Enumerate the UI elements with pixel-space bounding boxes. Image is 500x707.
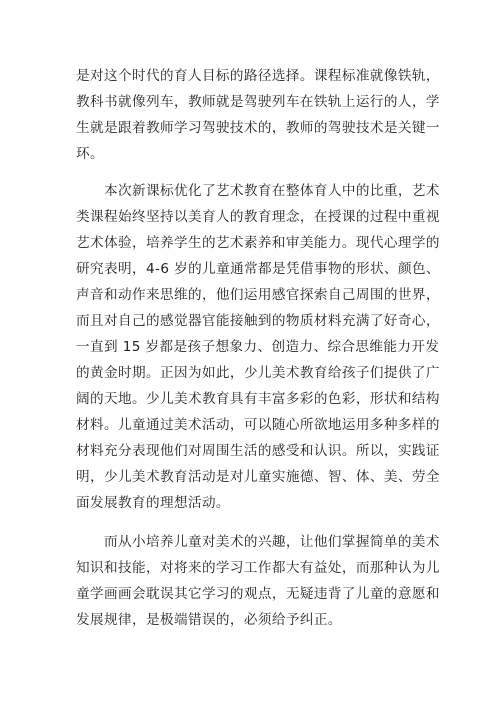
paragraph-1-line-2: 教科书就像列车，教师就是驾驶列车在铁轨上运行的人，学 [76,94,440,110]
paragraph-1-line-1: 是对这个时代的育人目标的路径选择。课程标准就像铁轨， [76,68,440,84]
paragraph-2-line-1: 本次新课标优化了艺术教育在整体育人中的比重，艺术 [76,183,440,199]
paragraph-2-line-4: 研究表明，4-6 岁的儿童通常都是凭借事物的形状、颜色、 [76,261,440,277]
paragraph-2-line-11: 材料充分表现他们对周围生活的感受和认识。所以，实践证 [76,443,440,459]
paragraph-2-line-9: 阔的天地。少儿美术教育具有丰富多彩的色彩，形状和结构 [76,391,440,407]
paragraph-3-line-3: 童学画画会耽误其它学习的观点，无疑违背了儿童的意愿和 [76,586,440,602]
paragraph-1-line-3: 生就是跟着教师学习驾驶技术的，教师的驾驶技术是关键一 [76,120,440,136]
paragraph-3-line-2: 知识和技能，对将来的学习工作都大有益处，而那种认为儿 [76,560,440,576]
paragraph-2-line-6: 而且对自己的感觉器官能接触到的物质材料充满了好奇心， [76,313,440,329]
paragraph-2-line-5: 声音和动作来思维的，他们运用感官探索自己周围的世界， [76,287,440,303]
paragraph-2-line-3: 艺术体验，培养学生的艺术素养和审美能力。现代心理学的 [76,235,440,251]
paragraph-2-line-7: 一直到 15 岁都是孩子想象力、创造力、综合思维能力开发 [76,339,440,355]
paragraph-2-line-2: 类课程始终坚持以美育人的教育理念，在授课的过程中重视 [76,209,440,225]
paragraph-3-line-4: 发展规律，是极端错误的，必须给予纠正。 [76,612,342,628]
paragraph-2-line-10: 材料。儿童通过美术活动，可以随心所欲地运用多种多样的 [76,417,440,433]
paragraph-2-line-8: 的黄金时期。正因为如此，少儿美术教育给孩子们提供了广 [76,365,440,381]
paragraph-2-line-12: 明，少儿美术教育活动是对儿童实施德、智、体、美、劳全 [76,469,440,485]
paragraph-3-line-1: 而从小培养儿童对美术的兴趣，让他们掌握简单的美术 [76,534,440,550]
paragraph-1-line-4: 环。 [76,146,104,162]
paragraph-2-line-13: 面发展教育的理想活动。 [76,495,230,511]
